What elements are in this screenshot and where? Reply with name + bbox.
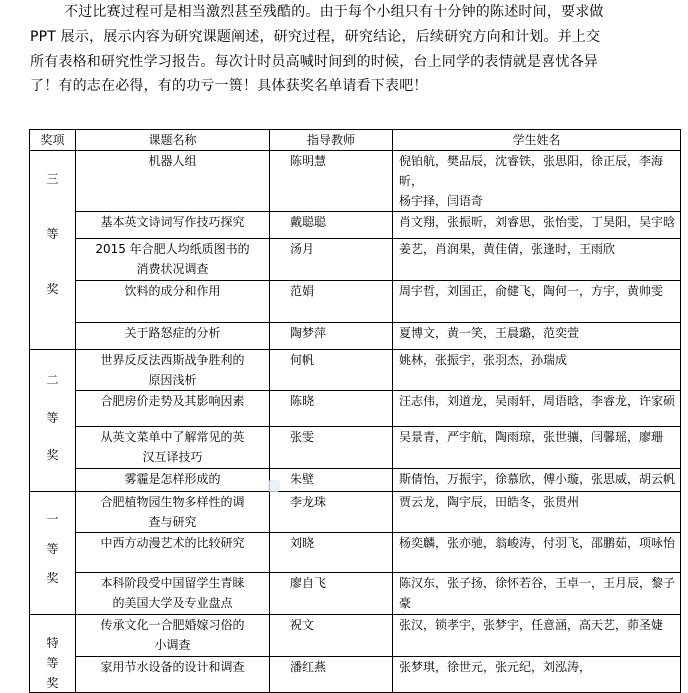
award-level-char: 一 (46, 512, 59, 526)
header-students: 学生姓名 (393, 130, 681, 151)
table-row (30, 323, 681, 350)
table-row (30, 533, 681, 573)
table-row (30, 281, 681, 323)
topic-cell (76, 492, 270, 533)
paragraph-line-3: 所有表格和研究性学习报告。每次计时员高喊时间到的时候，台上同学的表情就是喜忧各异 (30, 53, 598, 70)
award-level-char: 奖 (46, 676, 59, 690)
students-cell (393, 350, 681, 391)
teacher-cell: 范娟 (270, 281, 393, 323)
topic-line: 的美国大学及专业盘点 (112, 596, 233, 610)
teacher-cell: 潘红燕 (270, 657, 393, 693)
award-level-char: 二 (46, 373, 59, 387)
students-cell (393, 492, 681, 533)
table-row (30, 151, 681, 212)
teacher-cell: 汤月 (270, 239, 393, 281)
award-level-cell (30, 350, 76, 492)
header-teacher: 指导教师 (270, 130, 393, 151)
topic-cell (76, 469, 270, 492)
teacher-cell: 戴聪聪 (270, 212, 393, 239)
paragraph-line-1: 不过比赛过程可是相当激烈甚至残酷的。由于每个小组只有十分钟的陈述时间，要求做 (64, 4, 604, 20)
table-row (30, 469, 681, 492)
students-cell (393, 573, 681, 615)
topic-line: 2015 年合肥人均纸质图书的 (95, 242, 250, 256)
teacher-cell: 祝文 (270, 615, 393, 657)
topic-line: 中西方动漫艺术的比较研究 (100, 536, 245, 550)
topic-line: 世界反反法西斯战争胜利的 (100, 353, 245, 367)
topic-cell (76, 151, 270, 212)
topic-line: 小调查 (154, 638, 191, 652)
topic-line: 从英文菜单中了解常见的英 (100, 430, 245, 444)
award-level-char: 三 (46, 172, 59, 186)
topic-cell (76, 391, 270, 427)
topic-cell (76, 427, 270, 469)
award-level-char: 等 (46, 656, 59, 670)
topic-cell (76, 323, 270, 350)
award-level-char: 奖 (46, 282, 59, 296)
students-cell (393, 281, 681, 323)
header-topic: 课题名称 (76, 130, 270, 151)
award-level-char: 等 (46, 227, 59, 241)
topic-cell (76, 281, 270, 323)
paragraph-line-4: 了！有的志在必得，有的功亏一篑！具体获奖名单请看下表吧！ (30, 78, 428, 95)
topic-line: 汉互译技巧 (142, 450, 203, 464)
topic-line: 原因浅析 (148, 373, 197, 387)
award-level-label (34, 350, 71, 487)
table-row (30, 427, 681, 469)
award-table-body (30, 151, 681, 693)
topic-cell (76, 573, 270, 615)
students-line: 周宇哲，刘国正，俞健飞，陶何一，方宇，黄帅雯 (399, 284, 664, 298)
table-row (30, 239, 681, 281)
topic-line: 关于路怒症的分析 (124, 326, 221, 340)
topic-cell (76, 657, 270, 693)
table-row (30, 212, 681, 239)
award-level-char: 等 (46, 410, 59, 425)
students-line: 姜艺，肖润果，黄佳倩，张逢时，王雨欣 (399, 242, 616, 256)
students-line: 陈汉东，张子扬，徐怀若谷，王卓一，王月辰，黎子豪 (399, 576, 676, 610)
table-row (30, 391, 681, 427)
teacher-cell: 廖自飞 (270, 573, 393, 615)
topic-line: 查与研究 (148, 515, 197, 529)
students-cell (393, 212, 681, 239)
topic-line: 传承文化一合肥婚嫁习俗的 (100, 618, 245, 632)
teacher-cell: 陈晓 (270, 391, 393, 427)
table-row (30, 615, 681, 657)
topic-line: 雾霾是怎样形成的 (124, 472, 221, 486)
teacher-cell: 陶梦萍 (270, 323, 393, 350)
paragraph-line-2: PPT 展示，展示内容为研究课题阐述，研究过程，研究结论，后续研究方向和计划。并上交 (30, 28, 601, 45)
students-line: 倪铂航，樊品辰，沈睿铁，张思阳，徐正辰，李海昕， (399, 154, 664, 188)
award-level-char: 特 (46, 636, 59, 650)
students-cell (393, 239, 681, 281)
students-line: 汪志伟，刘道龙，吴雨轩，周语晗，李睿龙，许家硕 (399, 394, 676, 408)
award-level-char: 奖 (46, 448, 59, 462)
students-cell (393, 469, 681, 492)
students-cell (393, 391, 681, 427)
students-line: 吴景青，严宇航，陶雨琼，张世骧，闫馨瑶，廖珊 (399, 430, 664, 444)
topic-line: 本科阶段受中国留学生青睐 (100, 576, 245, 590)
teacher-cell: 朱壁 (270, 469, 393, 492)
students-cell (393, 657, 681, 693)
students-cell (393, 427, 681, 469)
topic-cell (76, 615, 270, 657)
topic-cell (76, 350, 270, 391)
topic-line: 合肥房价走势及其影响因素 (100, 394, 245, 408)
topic-line: 机器人组 (148, 154, 197, 168)
students-line: 张梦琪，徐世元，张元纪，刘泓涛， (399, 660, 592, 674)
award-level-cell (30, 492, 76, 615)
students-cell (393, 323, 681, 350)
topic-cell (76, 212, 270, 239)
teacher-cell: 张雯 (270, 427, 393, 469)
watermark-icon (268, 480, 280, 492)
teacher-cell: 刘晓 (270, 533, 393, 573)
award-level-label (34, 151, 71, 325)
award-level-cell (30, 615, 76, 693)
award-level-char: 等 (46, 541, 59, 556)
topic-line: 家用节水设备的设计和调查 (100, 660, 245, 674)
topic-cell (76, 533, 270, 573)
teacher-cell: 陈明慧 (270, 151, 393, 212)
students-cell (393, 151, 681, 212)
topic-line: 合肥植物园生物多样性的调 (100, 495, 245, 509)
award-level-label (34, 492, 71, 610)
students-line: 夏博文，黄一笑，王晨璐，范奕萱 (399, 326, 580, 340)
students-line: 贾云龙，陶宇辰，田皓冬，张贯州 (399, 495, 580, 509)
table-row (30, 492, 681, 533)
teacher-cell: 李龙珠 (270, 492, 393, 533)
students-line: 肖文翔，张振昕，刘睿思，张怡雯，丁昊阳，吴宇晗 (399, 215, 676, 229)
topic-line: 饮料的成分和作用 (124, 284, 221, 298)
intro-paragraph (30, 0, 680, 99)
topic-line: 基本英文诗词写作技巧探究 (100, 215, 245, 229)
topic-cell (76, 239, 270, 281)
students-line: 杨宇择，闫语奇 (399, 194, 484, 208)
award-level-cell (30, 151, 76, 350)
students-line: 杨奕麟，张亦驰，翁峻涛，付羽飞，邵鹏茹，项咏怡 (399, 536, 676, 550)
students-cell (393, 533, 681, 573)
table-header-row (30, 130, 681, 151)
table-row (30, 573, 681, 615)
topic-line: 消费状况调查 (136, 262, 209, 276)
header-award: 奖项 (30, 130, 76, 151)
students-line: 斯倩怡，万振宇，徐慕欣，傅小璇，张思威，胡云帆 (399, 472, 676, 486)
table-row (30, 657, 681, 693)
table-row (30, 350, 681, 391)
students-cell (393, 615, 681, 657)
award-level-label (34, 615, 71, 689)
students-line: 姚林，张振宇，张羽杰，孙瑞成 (399, 353, 568, 367)
students-line: 张汉，锁孝宇，张梦宇，任意涵，高天艺，茆圣婕 (399, 618, 664, 632)
teacher-cell: 何帆 (270, 350, 393, 391)
award-table (29, 129, 681, 693)
award-level-char: 奖 (46, 571, 59, 585)
